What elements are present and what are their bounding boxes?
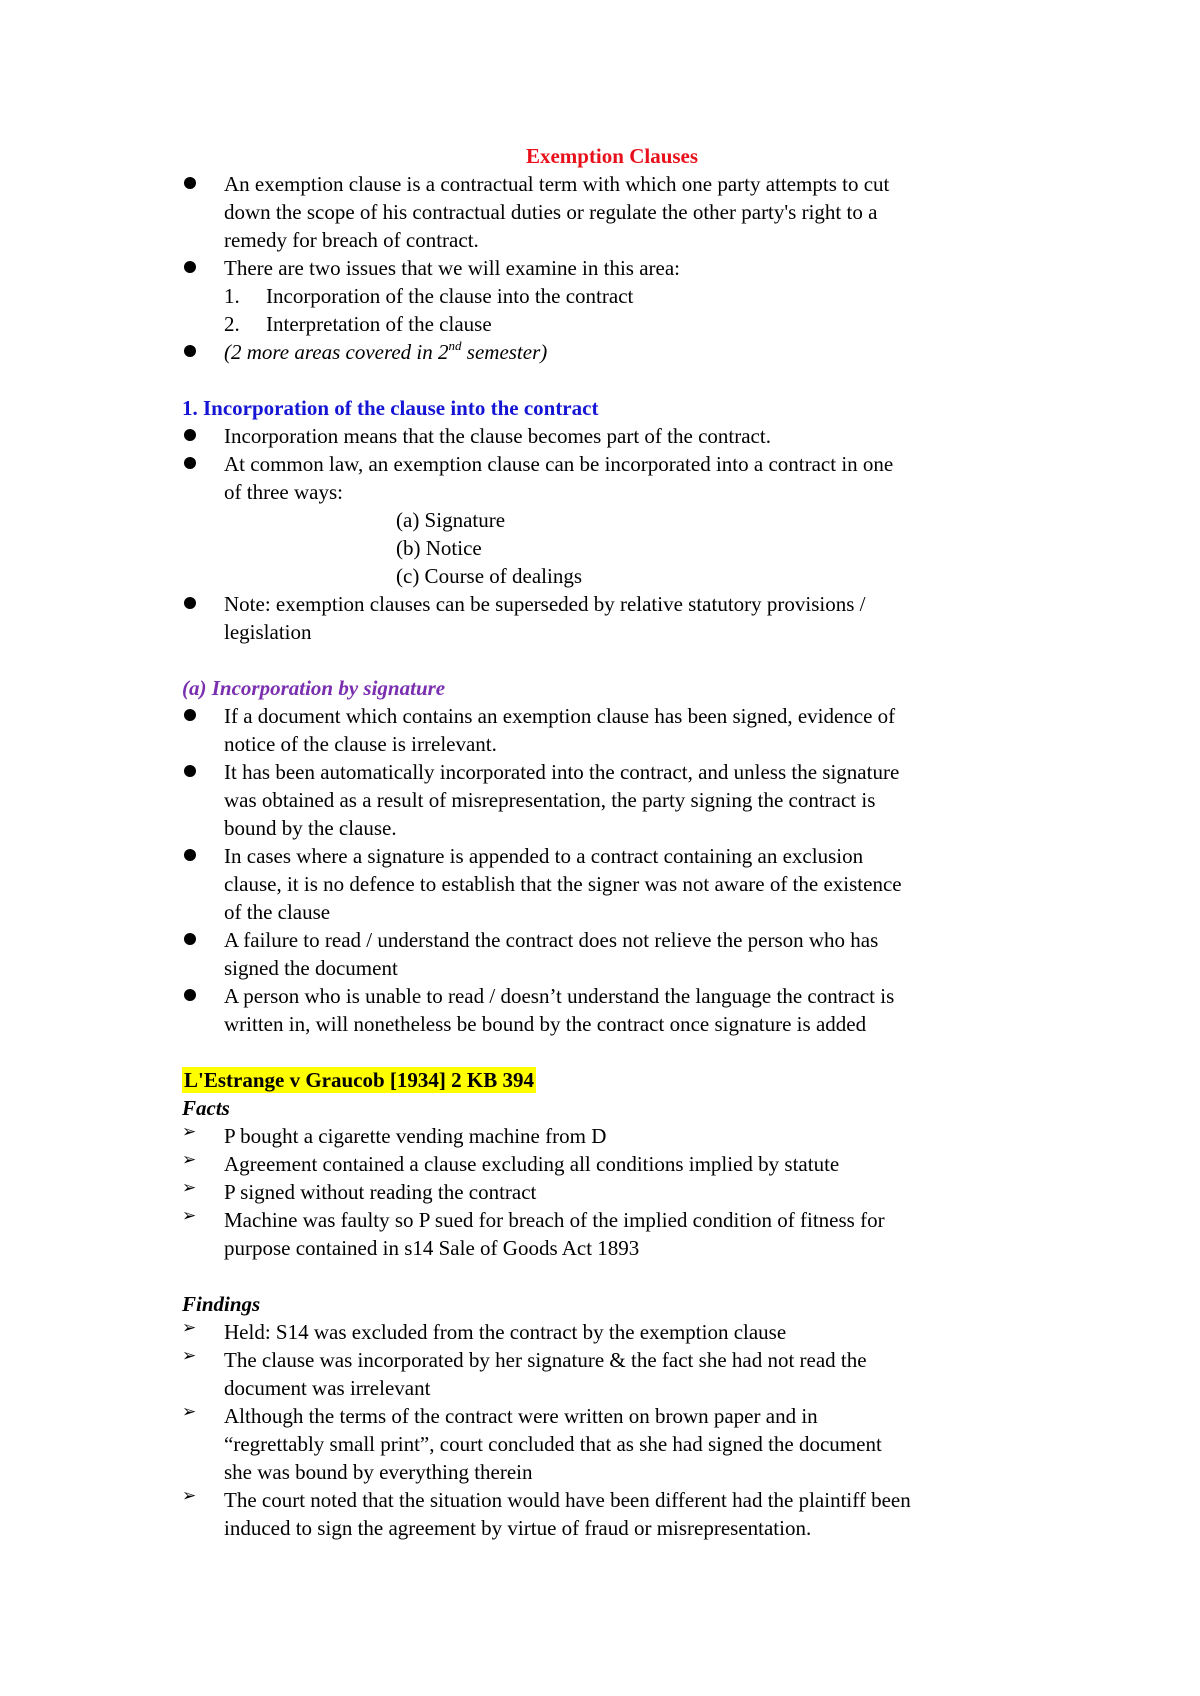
fact-item: ➢ Machine was faulty so P sued for breach of the implied condition of fitness for purpose contained in s14 Sale of Goods Act 1893	[182, 1206, 885, 1260]
arrowhead-bullet-icon: ➢	[182, 1346, 197, 1366]
bullet-icon	[184, 457, 196, 469]
bullet-icon	[184, 933, 196, 945]
bullet-icon	[184, 989, 196, 1001]
subsection-heading-signature: (a) Incorporation by signature	[182, 676, 446, 700]
fact-item: ➢ P bought a cigarette vending machine from D	[182, 1122, 607, 1148]
finding-item: ➢ Although the terms of the contract were written on brown paper and in “regrettably small print”, court concluded that as she had signed the document she was bound by everything therein	[182, 1402, 882, 1484]
fact-item: ➢ P signed without reading the contract	[182, 1178, 537, 1204]
signature-bullet: It has been automatically incorporated into the contract, and unless the signature was obtained as a result of misrepresentation, the party signing the contract is bound by the clause.	[182, 758, 1042, 842]
issue-item: 2. Interpretation of the clause	[224, 312, 492, 336]
arrowhead-bullet-icon: ➢	[182, 1206, 197, 1226]
arrowhead-bullet-icon: ➢	[182, 1402, 197, 1422]
signature-bullet: If a document which contains an exemption clause has been signed, evidence of notice of the clause is irrelevant.	[182, 702, 1042, 758]
incorporation-way: (b) Notice	[396, 536, 482, 560]
arrowhead-bullet-icon: ➢	[182, 1318, 197, 1338]
signature-bullet: A failure to read / understand the contract does not relieve the person who has signed the document	[182, 926, 1042, 982]
document-content	[182, 142, 1042, 1542]
signature-bullet: A person who is unable to read / doesn’t understand the language the contract is written in, will nonetheless be bound by the contract once signature is added	[182, 982, 1042, 1038]
finding-item: ➢ Held: S14 was excluded from the contract by the exemption clause	[182, 1318, 787, 1344]
arrowhead-bullet-icon: ➢	[182, 1486, 197, 1506]
intro-bullet-definition: An exemption clause is a contractual term with which one party attempts to cut down the scope of his contractual duties or regulate the other party's right to a remedy for breach of contract.	[182, 170, 1042, 254]
bullet-icon	[184, 709, 196, 721]
document-title: Exemption Clauses	[525, 144, 699, 168]
signature-bullet: In cases where a signature is appended to a contract containing an exclusion clause, it is no defence to establish that the signer was not aware of the existence of the clause	[182, 842, 1042, 926]
arrowhead-bullet-icon: ➢	[182, 1150, 197, 1170]
fact-item: ➢ Agreement contained a clause excluding all conditions implied by statute	[182, 1150, 840, 1176]
finding-item: ➢ The court noted that the situation would have been different had the plaintiff been induced to sign the agreement by virtue of fraud or misrepresentation.	[182, 1486, 911, 1540]
findings-label: Findings	[182, 1292, 261, 1316]
arrowhead-bullet-icon: ➢	[182, 1178, 197, 1198]
arrowhead-bullet-icon: ➢	[182, 1122, 197, 1142]
bullet-icon	[184, 345, 196, 357]
section1-bullet: Incorporation means that the clause becomes part of the contract.	[182, 422, 1042, 450]
issue-item: 1. Incorporation of the clause into the contract	[224, 284, 634, 308]
section-heading-incorporation: 1. Incorporation of the clause into the contract	[182, 396, 599, 420]
bullet-icon	[184, 261, 196, 273]
case-title-highlight: L'Estrange v Graucob [1934] 2 KB 394	[184, 1068, 534, 1092]
bullet-icon	[184, 849, 196, 861]
intro-bullet-semester: (2 more areas covered in 2nd semester)	[182, 338, 1042, 366]
bullet-icon	[184, 177, 196, 189]
bullet-icon	[184, 429, 196, 441]
section1-bullet: At common law, an exemption clause can be incorporated into a contract in one of three ways:	[182, 450, 1042, 506]
incorporation-way: (a) Signature	[396, 508, 506, 532]
bullet-icon	[184, 765, 196, 777]
section1-bullet: Note: exemption clauses can be superseded by relative statutory provisions / legislation	[182, 590, 1042, 646]
facts-label: Facts	[182, 1096, 230, 1120]
bullet-icon	[184, 597, 196, 609]
finding-item: ➢ The clause was incorporated by her signature & the fact she had not read the document was irrelevant	[182, 1346, 867, 1400]
intro-bullet-issues: There are two issues that we will examine in this area:	[182, 254, 1042, 282]
case-title	[182, 1066, 1042, 1094]
incorporation-way: (c) Course of dealings	[396, 564, 583, 588]
